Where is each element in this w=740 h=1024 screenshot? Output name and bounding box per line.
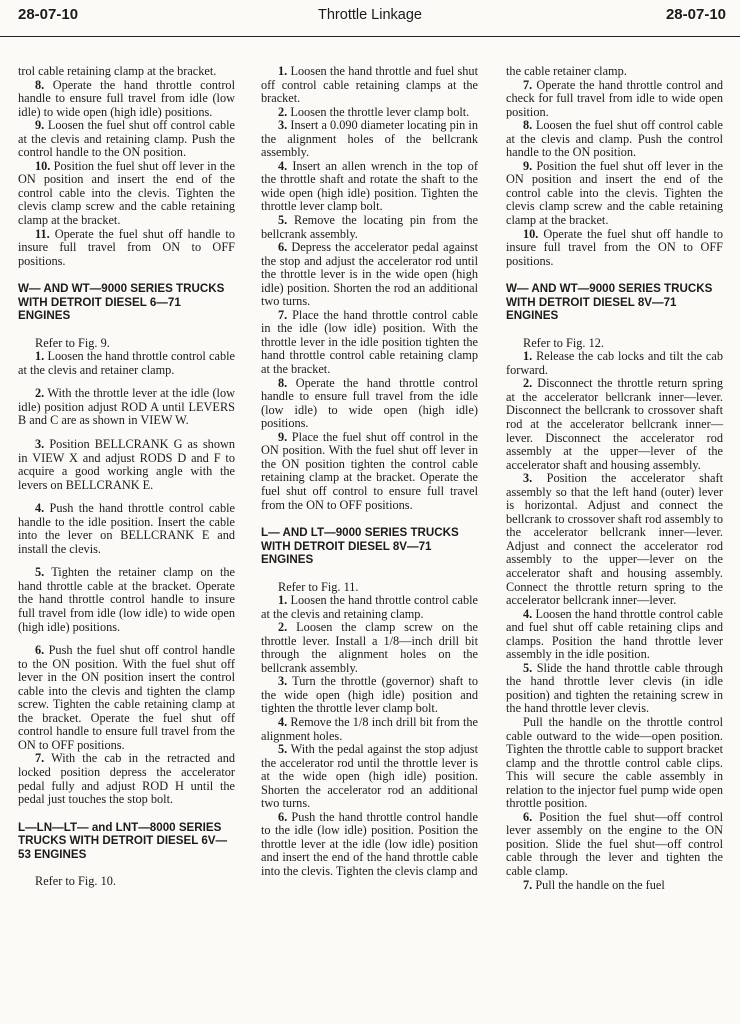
step-3: 3. Insert a 0.090 diameter locating pin in the alignment holes of the bellcrank assembly. bbox=[261, 118, 478, 160]
figure-reference: Refer to Fig. 9. bbox=[35, 335, 110, 350]
step-2: 2. With the throttle lever at the idle (low idle) position adjust ROD A until LEVERS B and C are as shown in VIEW W. bbox=[18, 386, 235, 428]
step-1: 1. Loosen the hand throttle control cable at the clevis and retainer clamp. bbox=[18, 349, 235, 377]
step-4: 4. Loosen the hand throttle control cable and fuel shut off cable retaining clips and clamps. Position the hand throttle lever assembly in the idle position. bbox=[506, 606, 723, 662]
step-6: 6. Push the fuel shut off control handle to the ON position. With the fuel shut off lever in the ON position insert the control cable into the clevis and tighten the clamp screw. Tighten the cable retaining clamp at the bracket. Operate the fuel shut off control handle to ensure full travel from the ON to OFF positions. bbox=[18, 643, 235, 752]
section-heading: W— AND WT—9000 SERIES TRUCKS WITH DETROIT DIESEL 6—71 ENGINES bbox=[18, 282, 225, 323]
step-5: 5. Remove the locating pin from the bellcrank assembly. bbox=[261, 213, 479, 241]
step-8: 8. Operate the hand throttle control handle to ensure full travel from the idle (low idle) to wide open (high idle) positions. bbox=[261, 375, 478, 431]
step-7: 7. With the cab in the retracted and locked position depress the accelerator pedal fully and adjust ROD H until the pedal just touches the stop bolt. bbox=[18, 751, 235, 807]
step-8: 8. Operate the hand throttle control handle to ensure full travel from idle (low idle) to wide open (high idle) positions. bbox=[18, 77, 235, 119]
step-3: 3. Position BELLCRANK G as shown in VIEW X and adjust RODS D and F to acquire a good working angle with the levers on BELLCRANK E. bbox=[18, 436, 235, 492]
step-6: 6. Depress the accelerator pedal against the stop and adjust the accelerator rod until the throttle lever is in the wide open (high idle) position. Shorten the rod an additional two turns. bbox=[261, 240, 479, 309]
page-number-right: 28-07-10 bbox=[665, 6, 726, 23]
step-6: 6. Position the fuel shut—off control lever assembly on the engine to the ON position. Slide the fuel shut—off control cable through the lever and tighten the cable clamp. bbox=[506, 809, 724, 879]
step-11: 11. Operate the fuel shut off handle to insure full travel from ON to OFF positions. bbox=[18, 226, 235, 268]
step-4: 4. Insert an allen wrench in the top of the throttle shaft and rotate the shaft to the wide open (high idle) position. Tighten the throttle lever clamp bolt. bbox=[261, 158, 478, 214]
step-4: 4. Push the hand throttle control cable handle to the idle position. Insert the cable into the lever on BELLCRANK E and install the clevis. bbox=[18, 501, 235, 556]
section-heading: W— AND WT—9000 SERIES TRUCKS WITH DETROIT DIESEL 8V—71 ENGINES bbox=[506, 282, 713, 323]
step-6: 6. Push the hand throttle control handle to the idle (low idle) position. Position the throttle lever at the idle (low idle) position and insert the end of the hand throttle cable into the clevis. Tighten the clevis clamp and bbox=[261, 809, 479, 879]
column-right bbox=[506, 65, 723, 892]
step-7: 7. Pull the handle on the fuel bbox=[523, 877, 665, 892]
step-7: 7. Operate the hand throttle control and check for full travel from idle to wide open position. bbox=[506, 77, 723, 119]
paragraph: the cable retainer clamp. bbox=[506, 64, 627, 78]
step-1: 1. Release the cab locks and tilt the cab forward. bbox=[506, 349, 723, 377]
figure-reference: Refer to Fig. 10. bbox=[35, 874, 116, 889]
step-3: 3. Position the accelerator shaft assembly so that the left hand (outer) lever is horizontal. Adjust and connect the bellcrank to crossover shaft rod assembly to the accelerator bellcrank inner—lever. Adjust and connect the accelerator rod assembly to the upper—lever on the accelerator shaft and housing assembly. Connect the throttle return spring to the accelerator bellcrank inner—lever. bbox=[506, 471, 724, 608]
page-title: Throttle Linkage bbox=[318, 7, 422, 23]
step-2: 2. Loosen the throttle lever clamp bolt. bbox=[278, 104, 470, 119]
paragraph: Pull the handle on the throttle control cable outward to the wide—open position. Tighten the throttle cable to support bracket clamp and the throttle control cable clips. This will secure the cable assembly in relation to the injector fuel pump wide open throttle position. bbox=[506, 715, 723, 811]
step-1: 1. Loosen the hand throttle and fuel shut off control cable retaining clamps at the bracket. bbox=[261, 64, 478, 106]
step-1: 1. Loosen the hand throttle control cable at the clevis and retaining clamp. bbox=[261, 593, 478, 621]
step-9: 9. Place the fuel shut off control in the ON position. With the fuel shut off lever in the ON position tighten the control cable retaining clamp at the bracket. Operate the fuel shut off control to ensure full travel from the ON to OFF positions. bbox=[261, 429, 478, 512]
step-4: 4. Remove the 1/8 inch drill bit from the alignment holes. bbox=[261, 715, 478, 743]
step-2: 2. Disconnect the throttle return spring at the accelerator bellcrank inner—lever. Disconnect the bellcrank to crossover shaft rod at the accelerator bellcrank inner—lever. Disconnect the accelerator rod assembly at the upper—lever of the accelerator shaft and housing assembly. bbox=[506, 376, 723, 472]
step-9: 9. Position the fuel shut off lever in the ON position and insert the end of the control cable into the clevis. Tighten the clevis clamp screw and the cable retaining clamp at the bracket. bbox=[506, 158, 724, 228]
step-2: 2. Loosen the clamp screw on the throttle lever. Install a 1/8—inch drill bit through the alignment holes on the bellcrank assembly. bbox=[261, 620, 478, 675]
step-10: 10. Position the fuel shut off lever in the ON position and insert the end of the control cable into the clevis. Tighten the clevis clamp screw and the cable retaining clamp at the bracket. bbox=[18, 158, 235, 228]
section-heading: L— AND LT—9000 SERIES TRUCKS WITH DETROIT DIESEL 8V—71 ENGINES bbox=[261, 526, 459, 567]
step-10: 10. Operate the fuel shut off handle to insure full travel from the ON to OFF positions. bbox=[506, 226, 723, 268]
step-9: 9. Loosen the fuel shut off control cable at the clevis and retaining clamp. Push the control handle to the ON position. bbox=[18, 118, 235, 160]
step-5: 5. With the pedal against the stop adjust the accelerator rod until the throttle lever is at the wide open (high idle) position. Shorten the accelerator rod an additional two turns. bbox=[261, 742, 478, 811]
step-5: 5. Slide the hand throttle cable through the hand throttle lever clevis (in idle position) and tighten the retaining screw in the hand throttle lever clevis. bbox=[506, 660, 723, 716]
page-number-left: 28-07-10 bbox=[18, 6, 79, 23]
figure-reference: Refer to Fig. 11. bbox=[278, 579, 359, 594]
figure-reference: Refer to Fig. 12. bbox=[523, 335, 604, 350]
column-left bbox=[18, 65, 235, 889]
step-7: 7. Place the hand throttle control cable in the idle (low idle) position. With the throttle lever in the idle position tighten the hand throttle control cable retaining clamp at the bracket. bbox=[261, 307, 478, 377]
column-middle bbox=[261, 65, 478, 879]
page-header bbox=[0, 0, 740, 37]
section-heading: L—LN—LT— and LNT—8000 SERIES TRUCKS WITH DETROIT DIESEL 6V—53 ENGINES bbox=[18, 820, 228, 861]
step-8: 8. Loosen the fuel shut off control cable at the clevis and clamp. Push the control handle to the ON position. bbox=[506, 118, 723, 160]
paragraph: trol cable retaining clamp at the bracket. bbox=[18, 64, 217, 78]
step-3: 3. Turn the throttle (governor) shaft to the wide open (high idle) position and tighten the throttle lever clamp bolt. bbox=[261, 674, 478, 716]
step-5: 5. Tighten the retainer clamp on the hand throttle cable at the bracket. Operate the hand throttle control handle to insure full travel from idle (low idle) to wide open (high idle) positions. bbox=[18, 565, 235, 634]
